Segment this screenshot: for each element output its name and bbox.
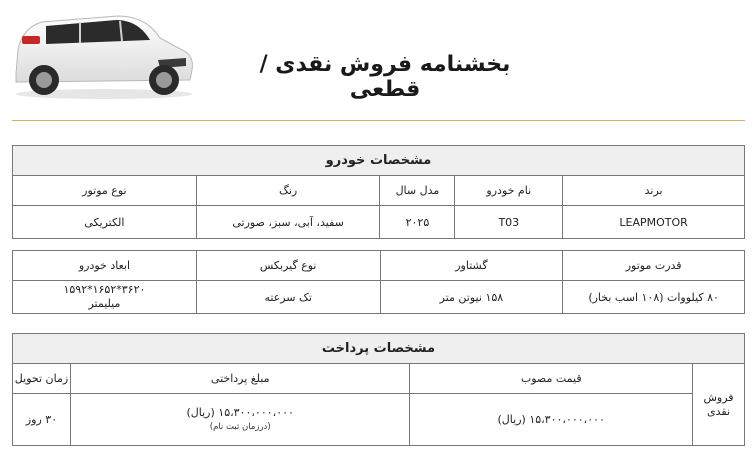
sale-type-cell [693,364,745,446]
model-year-value: ۲۰۲۵ [380,206,455,239]
payment-amount-label: مبلغ پرداختی [70,364,409,394]
car-image [8,8,196,100]
engine-type-label: نوع موتور [13,176,197,206]
page-header [0,0,753,122]
model-name-value: T03 [455,206,563,239]
payment-specs-table [12,333,745,446]
dimensions-value [13,281,197,314]
vehicle-specs-table-2 [12,250,745,314]
gearbox-label: نوع گیربکس [196,251,380,281]
dimensions-label: ابعاد خودرو [13,251,197,281]
delivery-time-value: ۳۰ روز [13,394,71,446]
payment-amount-note: (درزمان ثبت نام) [209,421,271,432]
model-year-label: مدل سال [380,176,455,206]
payment-amount-value [70,394,409,446]
gearbox-value: تک سرعته [196,281,380,314]
delivery-time-label: زمان تحویل [13,364,71,394]
dimensions-unit: میلیمتر [88,297,121,310]
vehicle-specs-title: مشخصات خودرو [13,146,745,176]
color-value: سفید، آبی، سبز، صورتی [196,206,380,239]
vehicle-specs-table [12,145,745,239]
engine-power-value: ۸۰ کیلووات (۱۰۸ اسب بخار) [563,281,745,314]
gold-divider [12,120,745,121]
sale-type-line2: نقدی [707,404,731,418]
model-name-label: نام خودرو [455,176,563,206]
page-title: بخشنامه فروش نقدی / قطعی [259,52,511,102]
approved-price-label: قیمت مصوب [410,364,693,394]
color-label: رنگ [196,176,380,206]
engine-type-value: الکتریکی [13,206,197,239]
torque-label: گشتاور [380,251,563,281]
brand-label: برند [563,176,745,206]
approved-price-value: ۱۵،۳۰۰،۰۰۰،۰۰۰ (ریال) [410,394,693,446]
sale-type-line1: فروش [703,390,734,404]
payment-amount-number: ۱۵،۳۰۰،۰۰۰،۰۰۰ (ریال) [186,405,294,419]
payment-specs-title: مشخصات پرداخت [13,334,745,364]
dimensions-numbers: ۳۶۲۰*۱۶۵۲*۱۵۹۲ [63,283,146,296]
torque-value: ۱۵۸ نیوتن متر [380,281,563,314]
brand-value: LEAPMOTOR [563,206,745,239]
engine-power-label: قدرت موتور [563,251,745,281]
